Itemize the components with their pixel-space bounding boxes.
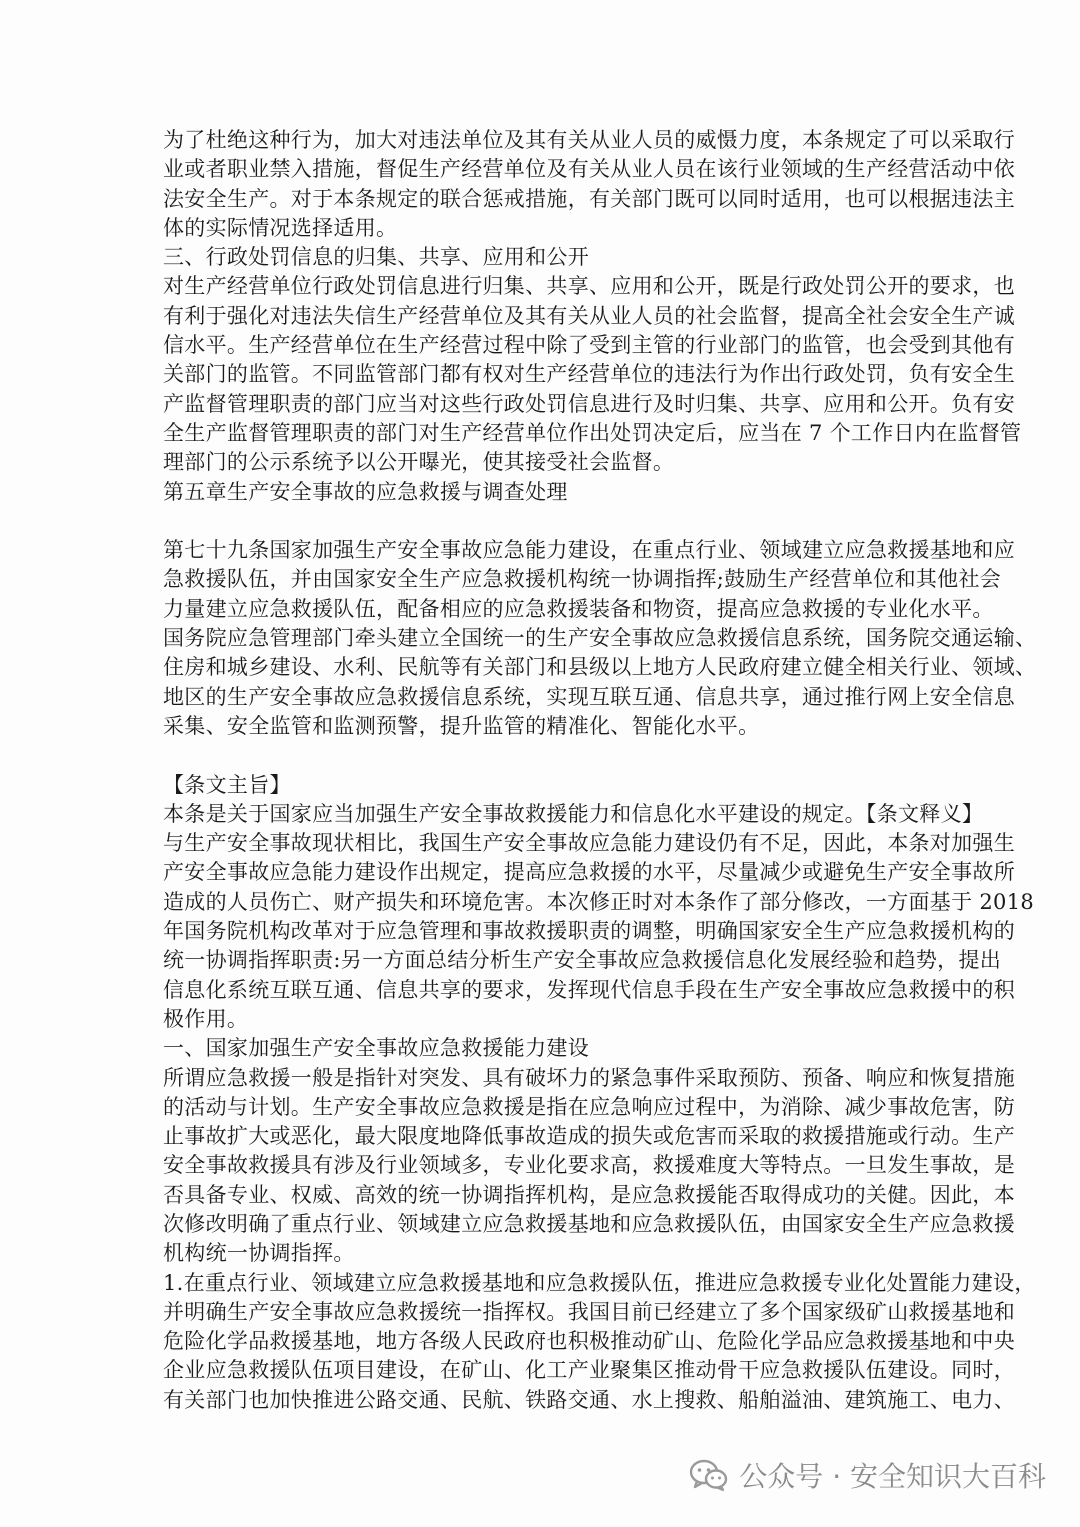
text-line: 产安全事故应急能力建设作出规定，提高应急救援的水平，尽量减少或避免生产安全事故所	[163, 860, 1015, 885]
text-line: 机构统一协调指挥。	[163, 1241, 355, 1266]
blank-line	[163, 741, 925, 770]
text-line: 有利于强化对违法失信生产经营单位及其有关从业人员的社会监督，提高全社会安全生产诚	[163, 303, 1015, 328]
text-line: 全生产监督管理职责的部门对生产经营单位作出处罚决定后，应当在 7 个工作日内在监督管	[163, 420, 1022, 445]
text-line: 三、行政处罚信息的归集、共享、应用和公开	[163, 245, 589, 270]
text-line: 【条文主旨】	[163, 772, 291, 797]
text-line: 安全事故救援具有涉及行业领域多，专业化要求高，救援难度大等特点。一旦发生事故，是	[163, 1153, 1015, 1178]
text-line: 与生产安全事故现状相比，我国生产安全事故应急能力建设仍有不足，因此，本条对加强生	[163, 831, 1015, 856]
text-line: 否具备专业、权威、高效的统一协调指挥机构，是应急救援能否取得成功的关健。因此，本	[163, 1182, 1015, 1207]
text-line: 危险化学品救援基地，地方各级人民政府也积极推动矿山、危险化学品应急救援基地和中央	[163, 1329, 1015, 1354]
text-line: 有关部门也加快推进公路交通、民航、铁路交通、水上搜救、船舶溢油、建筑施工、电力、	[163, 1387, 1015, 1412]
text-line: 次修改明确了重点行业、领域建立应急救援基地和应急救援队伍，由国家安全生产应急救援	[163, 1211, 1015, 1236]
text-line: 企业应急救援队伍项目建设，在矿山、化工产业聚集区推动骨干应急救援队伍建设。同时，	[163, 1358, 1015, 1383]
text-line: 关部门的监管。不同监管部门都有权对生产经营单位的违法行为作出行政处罚，负有安全生	[163, 362, 1015, 387]
text-line: 止事故扩大或恶化，最大限度地降低事故造成的损失或危害而采取的救援措施或行动。生产	[163, 1124, 1015, 1149]
text-line: 住房和城乡建设、水利、民航等有关部门和县级以上地方人民政府建立健全相关行业、领域、	[163, 655, 1037, 680]
text-line: 法安全生产。对于本条规定的联合惩戒措施，有关部门既可以同时适用，也可以根据违法主	[163, 186, 1015, 211]
text-line: 对生产经营单位行政处罚信息进行归集、共享、应用和公开，既是行政处罚公开的要求，也	[163, 274, 1015, 299]
text-line: 的活动与计划。生产安全事故应急救援是指在应急响应过程中，为消除、减少事故危害，防	[163, 1094, 1015, 1119]
text-line: 急救援队伍，并由国家安全生产应急救援机构统一协调指挥;鼓励生产经营单位和其他社会	[163, 567, 1002, 592]
watermark	[689, 1455, 1046, 1495]
text-line: 第五章生产安全事故的应急救援与调查处理	[163, 479, 568, 504]
text-line: 产监督管理职责的部门应当对这些行政处罚信息进行及时归集、共享、应用和公开。负有安	[163, 391, 1015, 416]
blank-line	[163, 507, 925, 536]
text-line: 业或者职业禁入措施，督促生产经营单位及有关从业人员在该行业领域的生产经营活动中依	[163, 157, 1015, 182]
text-line: 理部门的公示系统予以公开曝光，使其接受社会监督。	[163, 450, 675, 475]
text-line: 统一协调指挥职责:另一方面总结分析生产安全事故应急救援信息化发展经验和趋势，提出	[163, 948, 1002, 973]
text-line: 信息化系统互联互通、信息共享的要求，发挥现代信息手段在生产安全事故应急救援中的积	[163, 977, 1015, 1002]
text-line: 力量建立应急救援队伍，配备相应的应急救援装备和物资，提高应急救援的专业化水平。	[163, 596, 994, 621]
text-line: 极作用。	[163, 1006, 249, 1031]
text-line: 一、国家加强生产安全事故应急救援能力建设	[163, 1036, 589, 1061]
text-line: 造成的人员伤亡、财产损失和环境危害。本次修正时对本条作了部分修改，一方面基于 2018	[163, 889, 1035, 914]
text-line: 体的实际情况选择适用。	[163, 215, 398, 240]
document-body	[163, 126, 1037, 1415]
text-line: 地区的生产安全事故应急救援信息系统，实现互联互通、信息共享，通过推行网上安全信息	[163, 684, 1015, 709]
watermark-text: 公众号 · 安全知识大百科	[739, 1460, 1046, 1493]
text-line: 所谓应急救援一般是指针对突发、具有破坏力的紧急事件采取预防、预备、响应和恢复措施	[163, 1065, 1015, 1090]
text-line: 并明确生产安全事故应急救援统一指挥权。我国目前已经建立了多个国家级矿山救援基地和	[163, 1299, 1015, 1324]
text-line: 1.在重点行业、领域建立应急救援基地和应急救援队伍，推进应急救援专业化处置能力建设，	[163, 1270, 1036, 1295]
text-line: 国务院应急管理部门牵头建立全国统一的生产安全事故应急救援信息系统，国务院交通运输、	[163, 626, 1037, 651]
text-line: 采集、安全监管和监测预警，提升监管的精准化、智能化水平。	[163, 713, 760, 738]
text-line: 第七十九条国家加强生产安全事故应急能力建设，在重点行业、领域建立应急救援基地和应	[163, 538, 1015, 563]
text-line: 为了杜绝这种行为，加大对违法单位及其有关从业人员的威慑力度，本条规定了可以采取行	[163, 128, 1015, 152]
text-line: 信水平。生产经营单位在生产经营过程中除了受到主管的行业部门的监管，也会受到其他有	[163, 333, 1015, 358]
text-line: 年国务院机构改革对于应急管理和事故救援职责的调整，明确国家安全生产应急救援机构的	[163, 919, 1015, 944]
wechat-icon	[689, 1458, 729, 1492]
text-line: 本条是关于国家应当加强生产安全事故救援能力和信息化水平建设的规定。【条文释义】	[163, 801, 984, 826]
